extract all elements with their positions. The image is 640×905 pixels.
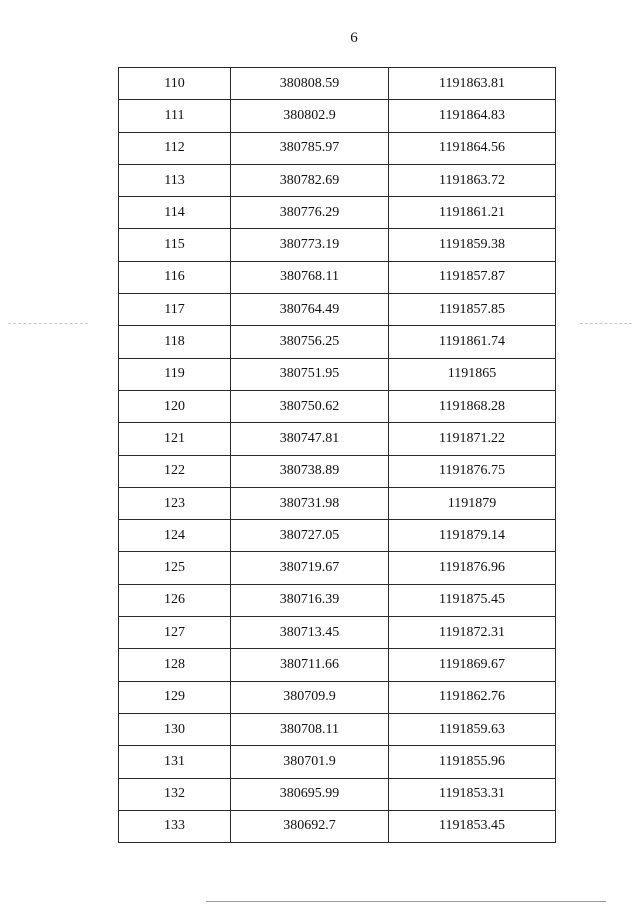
point-number-cell: 123 bbox=[119, 487, 231, 519]
table-row bbox=[119, 584, 556, 616]
x-coordinate-cell: 380773.19 bbox=[231, 229, 389, 261]
y-coordinate-cell: 1191865 bbox=[389, 358, 556, 390]
y-coordinate-cell: 1191857.85 bbox=[389, 294, 556, 326]
point-number-cell: 115 bbox=[119, 229, 231, 261]
table-row bbox=[119, 520, 556, 552]
scan-edge-line bbox=[206, 901, 606, 902]
point-number-cell: 129 bbox=[119, 681, 231, 713]
point-number-cell: 112 bbox=[119, 132, 231, 164]
margin-fold-mark-left bbox=[8, 323, 88, 324]
y-coordinate-cell: 1191863.81 bbox=[389, 68, 556, 100]
y-coordinate-cell: 1191864.83 bbox=[389, 100, 556, 132]
table-row bbox=[119, 164, 556, 196]
point-number-cell: 126 bbox=[119, 584, 231, 616]
x-coordinate-cell: 380751.95 bbox=[231, 358, 389, 390]
table-row bbox=[119, 713, 556, 745]
y-coordinate-cell: 1191853.31 bbox=[389, 778, 556, 810]
x-coordinate-cell: 380750.62 bbox=[231, 390, 389, 422]
x-coordinate-cell: 380776.29 bbox=[231, 197, 389, 229]
point-number-cell: 114 bbox=[119, 197, 231, 229]
y-coordinate-cell: 1191864.56 bbox=[389, 132, 556, 164]
table-row bbox=[119, 197, 556, 229]
point-number-cell: 128 bbox=[119, 649, 231, 681]
table-row bbox=[119, 810, 556, 842]
coordinate-table bbox=[118, 67, 556, 843]
x-coordinate-cell: 380719.67 bbox=[231, 552, 389, 584]
x-coordinate-cell: 380711.66 bbox=[231, 649, 389, 681]
table-row bbox=[119, 229, 556, 261]
table-row bbox=[119, 487, 556, 519]
y-coordinate-cell: 1191872.31 bbox=[389, 617, 556, 649]
y-coordinate-cell: 1191871.22 bbox=[389, 423, 556, 455]
point-number-cell: 117 bbox=[119, 294, 231, 326]
x-coordinate-cell: 380713.45 bbox=[231, 617, 389, 649]
point-number-cell: 130 bbox=[119, 713, 231, 745]
y-coordinate-cell: 1191859.38 bbox=[389, 229, 556, 261]
table-row bbox=[119, 68, 556, 100]
y-coordinate-cell: 1191861.74 bbox=[389, 326, 556, 358]
point-number-cell: 121 bbox=[119, 423, 231, 455]
point-number-cell: 110 bbox=[119, 68, 231, 100]
point-number-cell: 133 bbox=[119, 810, 231, 842]
point-number-cell: 125 bbox=[119, 552, 231, 584]
x-coordinate-cell: 380747.81 bbox=[231, 423, 389, 455]
point-number-cell: 132 bbox=[119, 778, 231, 810]
table-row bbox=[119, 100, 556, 132]
y-coordinate-cell: 1191875.45 bbox=[389, 584, 556, 616]
y-coordinate-cell: 1191862.76 bbox=[389, 681, 556, 713]
x-coordinate-cell: 380727.05 bbox=[231, 520, 389, 552]
margin-fold-mark-right bbox=[580, 323, 632, 324]
y-coordinate-cell: 1191861.21 bbox=[389, 197, 556, 229]
table-row bbox=[119, 552, 556, 584]
x-coordinate-cell: 380731.98 bbox=[231, 487, 389, 519]
table-row bbox=[119, 294, 556, 326]
x-coordinate-cell: 380808.59 bbox=[231, 68, 389, 100]
point-number-cell: 124 bbox=[119, 520, 231, 552]
point-number-cell: 122 bbox=[119, 455, 231, 487]
table-row bbox=[119, 778, 556, 810]
y-coordinate-cell: 1191869.67 bbox=[389, 649, 556, 681]
table-row bbox=[119, 649, 556, 681]
x-coordinate-cell: 380768.11 bbox=[231, 261, 389, 293]
x-coordinate-cell: 380716.39 bbox=[231, 584, 389, 616]
point-number-cell: 131 bbox=[119, 746, 231, 778]
point-number-cell: 111 bbox=[119, 100, 231, 132]
table-row bbox=[119, 358, 556, 390]
y-coordinate-cell: 1191863.72 bbox=[389, 164, 556, 196]
table-row bbox=[119, 390, 556, 422]
table-row bbox=[119, 746, 556, 778]
point-number-cell: 116 bbox=[119, 261, 231, 293]
x-coordinate-cell: 380782.69 bbox=[231, 164, 389, 196]
table-row bbox=[119, 681, 556, 713]
y-coordinate-cell: 1191876.96 bbox=[389, 552, 556, 584]
point-number-cell: 113 bbox=[119, 164, 231, 196]
y-coordinate-cell: 1191857.87 bbox=[389, 261, 556, 293]
x-coordinate-cell: 380708.11 bbox=[231, 713, 389, 745]
x-coordinate-cell: 380802.9 bbox=[231, 100, 389, 132]
point-number-cell: 120 bbox=[119, 390, 231, 422]
y-coordinate-cell: 1191879 bbox=[389, 487, 556, 519]
x-coordinate-cell: 380785.97 bbox=[231, 132, 389, 164]
x-coordinate-cell: 380709.9 bbox=[231, 681, 389, 713]
x-coordinate-cell: 380764.49 bbox=[231, 294, 389, 326]
x-coordinate-cell: 380695.99 bbox=[231, 778, 389, 810]
x-coordinate-cell: 380701.9 bbox=[231, 746, 389, 778]
y-coordinate-cell: 1191876.75 bbox=[389, 455, 556, 487]
coordinate-table-body bbox=[119, 68, 556, 843]
table-row bbox=[119, 617, 556, 649]
x-coordinate-cell: 380692.7 bbox=[231, 810, 389, 842]
point-number-cell: 118 bbox=[119, 326, 231, 358]
table-row bbox=[119, 455, 556, 487]
x-coordinate-cell: 380738.89 bbox=[231, 455, 389, 487]
table-row bbox=[119, 423, 556, 455]
x-coordinate-cell: 380756.25 bbox=[231, 326, 389, 358]
table-row bbox=[119, 132, 556, 164]
y-coordinate-cell: 1191879.14 bbox=[389, 520, 556, 552]
y-coordinate-cell: 1191853.45 bbox=[389, 810, 556, 842]
point-number-cell: 119 bbox=[119, 358, 231, 390]
table-row bbox=[119, 261, 556, 293]
page-number: 6 bbox=[350, 30, 358, 46]
y-coordinate-cell: 1191859.63 bbox=[389, 713, 556, 745]
table-row bbox=[119, 326, 556, 358]
point-number-cell: 127 bbox=[119, 617, 231, 649]
y-coordinate-cell: 1191855.96 bbox=[389, 746, 556, 778]
y-coordinate-cell: 1191868.28 bbox=[389, 390, 556, 422]
